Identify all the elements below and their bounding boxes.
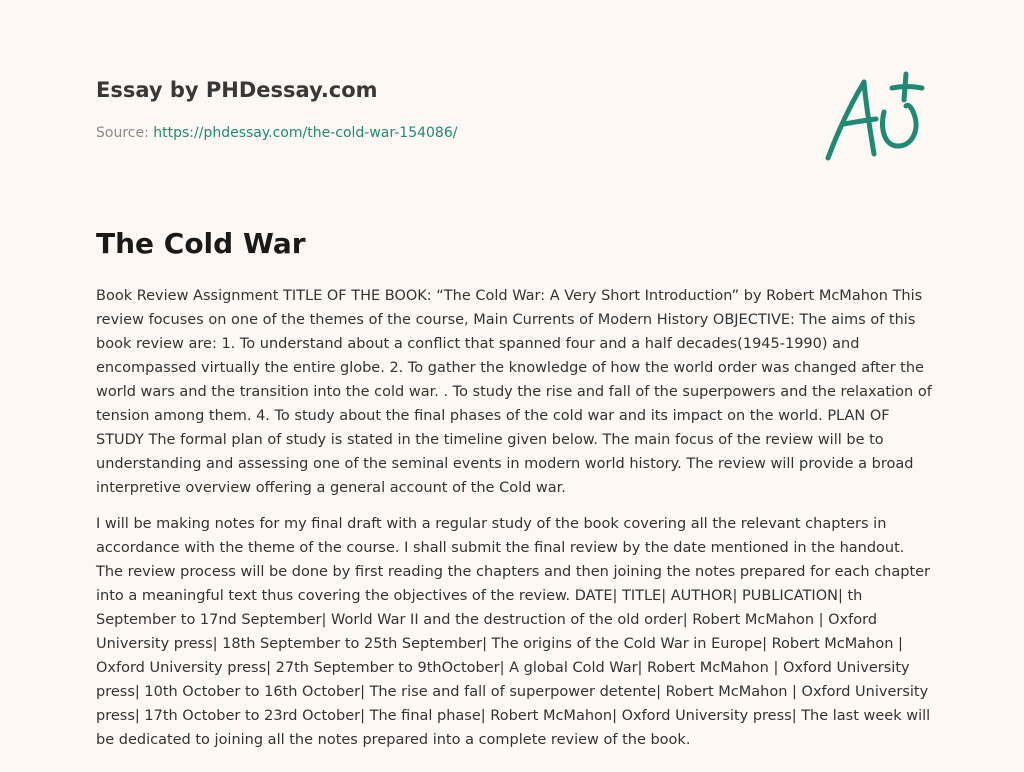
source-line (96, 124, 457, 142)
a-plus-grade-icon (818, 66, 930, 166)
article-paragraph: I will be making notes for my final draft with a regular study of the book covering all the relevant chapters in accordance with the theme of the course. I shall submit the final review by the date mentioned in the handout. The review process will be done by first reading the chapters and then joining the notes prepared for each chapter into a meaningful text thus covering the objectives of the review. DATE| TITLE| AUTHOR| PUBLICATION| th September to 17nd September| World War II and the destruction of the old order| Robert McMahon | Oxford University press| 18th September to 25th September| The origins of the Cold War in Europe| Robert McMahon | Oxford University press| 27th September to 9thOctober| A global Cold War| Robert McMahon | Oxford University press| 10th October to 16th October| The rise and fall of superpower detente| Robert McMahon | Oxford University press| 17th October to 23rd October| The final phase| Robert McMahon| Oxford University press| The last week will be dedicated to joining all the notes prepared into a complete review of the book. (96, 516, 931, 748)
site-brand: Essay by PHDessay.com (96, 78, 378, 102)
source-label: Source: (96, 125, 149, 141)
article-paragraph: Book Review Assignment TITLE OF THE BOOK: “The Cold War: A Very Short Introduction” by Robert McMahon This review focuses on one of the themes of the course, Main Currents of Modern History OBJECTIVE: The aims of this book review are: 1. To understand about a conflict that spanned four and a half decades(1945-1990) and encompassed virtually the entire globe. 2. To gather the knowledge of how the world order was changed after the world wars and the transition into the cold war. . To study the rise and fall of the superpowers and the relaxation of tension among them. 4. To study about the final phases of the cold war and its impact on the world. PLAN OF STUDY The formal plan of study is stated in the timeline given below. The main focus of the review will be to understanding and assessing one of the seminal events in modern world history. The review will provide a broad interpretive overview offering a general account of the Cold war. (96, 288, 932, 496)
article-title: The Cold War (96, 227, 306, 260)
source-link[interactable]: https://phdessay.com/the-cold-war-154086/ (153, 125, 458, 141)
article-body (96, 284, 932, 764)
